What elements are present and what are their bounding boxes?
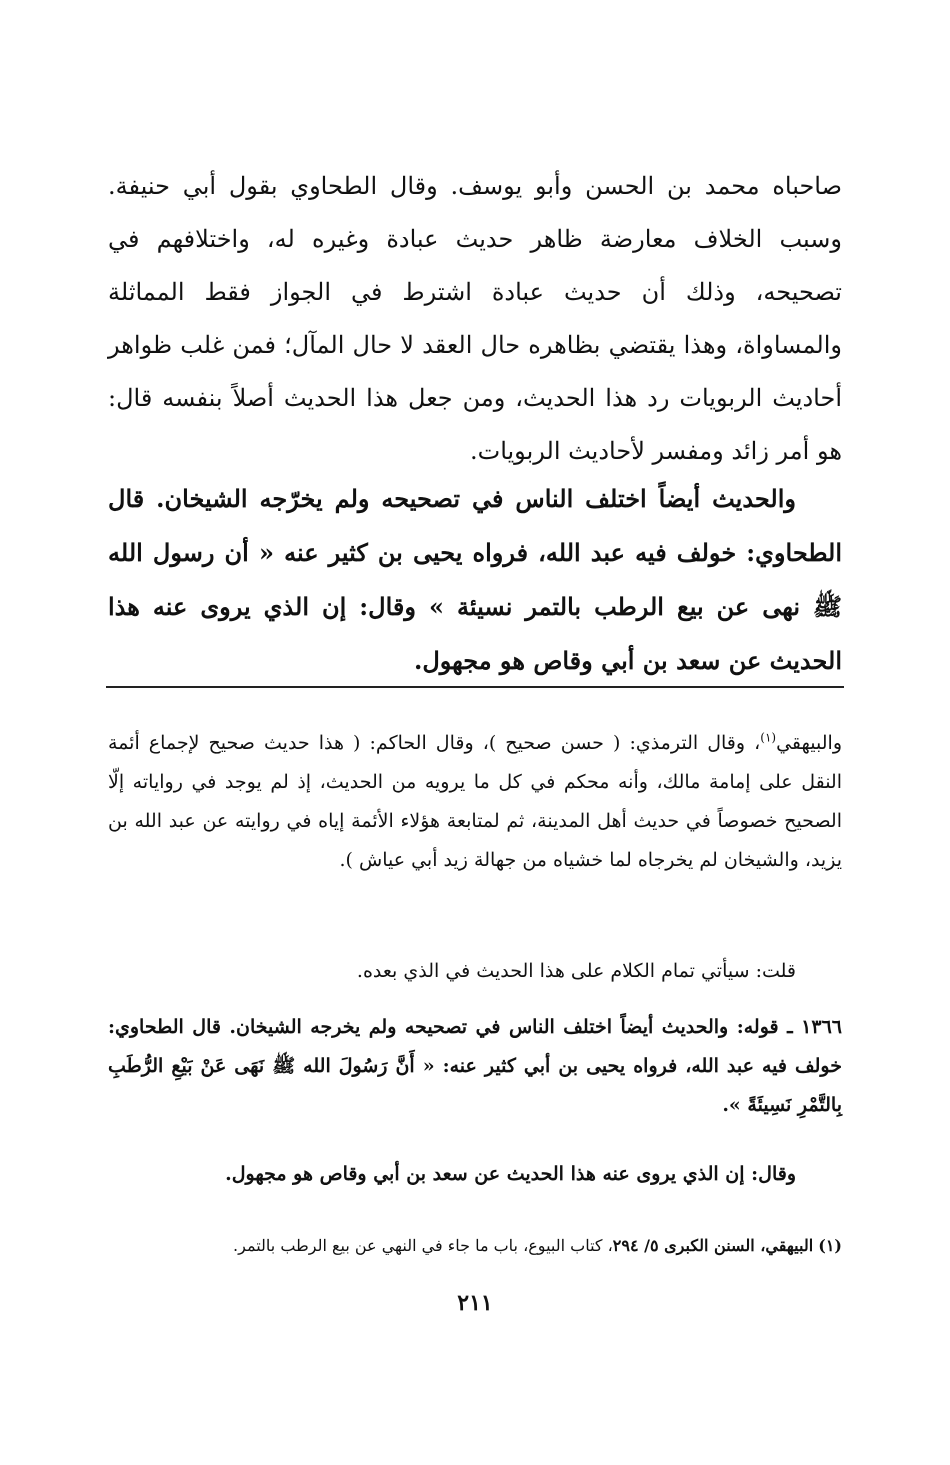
- main-text-block: [108, 160, 842, 478]
- footnote-rest: ، كتاب البيوع، باب ما جاء في النهي عن بيع الرطب بالتمر.: [233, 1236, 613, 1255]
- matn-block: [108, 472, 842, 688]
- commentary-start: والبيهقي: [776, 732, 842, 754]
- footnote-source: البيهقي، السنن الكبرى ٥/ ٢٩٤: [612, 1236, 814, 1255]
- entry-1366-block: [108, 1008, 842, 1125]
- note-block: [108, 953, 842, 989]
- separator-line: [106, 686, 844, 688]
- footnote-paragraph: [108, 1231, 842, 1261]
- main-paragraph: صاحباه محمد بن الحسن وأبو يوسف. وقال الطحاوي بقول أبي حنيفة. وسبب الخلاف معارضة ظاهر حديث عبادة وغيره له، واختلافهم في تصحيحه، وذلك أن حديث عبادة اشترط في الجواز فقط المماثلة والمساواة، وهذا يقتضي بظاهره حال العقد لا حال المآل؛ فمن غلب ظواهر أحاديث الربويات رد هذا الحديث، ومن جعل هذا الحديث أصلاً بنفسه قال: هو أمر زائد ومفسر لأحاديث الربويات.: [108, 172, 842, 465]
- note-paragraph: قلت: سيأتي تمام الكلام على هذا الحديث في الذي بعده.: [356, 960, 796, 982]
- commentary-block: [108, 724, 842, 880]
- waqal-block: [108, 1156, 842, 1192]
- commentary-paragraph: [108, 724, 842, 880]
- entry-1366-paragraph: ١٣٦٦ ـ قوله: والحديث أيضاً اختلف الناس في تصحيحه ولم يخرجه الشيخان. قال الطحاوي: خولف فيه عبد الله، فرواه يحيى بن أبي كثير عنه: « أَنَّ رَسُولَ الله ﷺ نَهَى عَنْ بَيْعِ الرُّطَبِ بِالتَّمْرِ نَسِيئَةً ».: [108, 1016, 842, 1116]
- waqal-paragraph: وقال: إن الذي يروى عنه هذا الحديث عن سعد بن أبي وقاص هو مجهول.: [225, 1163, 796, 1185]
- footnote-number: (١): [818, 1236, 842, 1255]
- commentary-rest: ، وقال الترمذي: ( حسن صحيح )، وقال الحاكم: ( هذا حديث صحيح لإجماع أئمة النقل على إمامة مالك، وأنه محكم في كل ما يرويه من الحديث، إذ لم يوجد في رواياته إلّا الصحيح خصوصاً في حديث أهل المدينة، ثم لمتابعة هؤلاء الأئمة إياه في روايته عن عبد الله بن يزيد، والشيخان لم يخرجاه لما خشياه من جهالة زيد أبي عياش ).: [108, 732, 842, 871]
- page-number: ٢١١: [457, 1290, 493, 1316]
- footnote-ref-marker: (١): [760, 730, 777, 745]
- matn-paragraph: والحديث أيضاً اختلف الناس في تصحيحه ولم يخرّجه الشيخان. قال الطحاوي: خولف فيه عبد الله، فرواه يحيى بن كثير عنه « أن رسول الله ﷺ نهى عن بيع الرطب بالتمر نسيئة » وقال: إن الذي يروى عنه هذا الحديث عن سعد بن أبي وقاص هو مجهول.: [108, 484, 842, 675]
- footnote-block: [108, 1231, 842, 1261]
